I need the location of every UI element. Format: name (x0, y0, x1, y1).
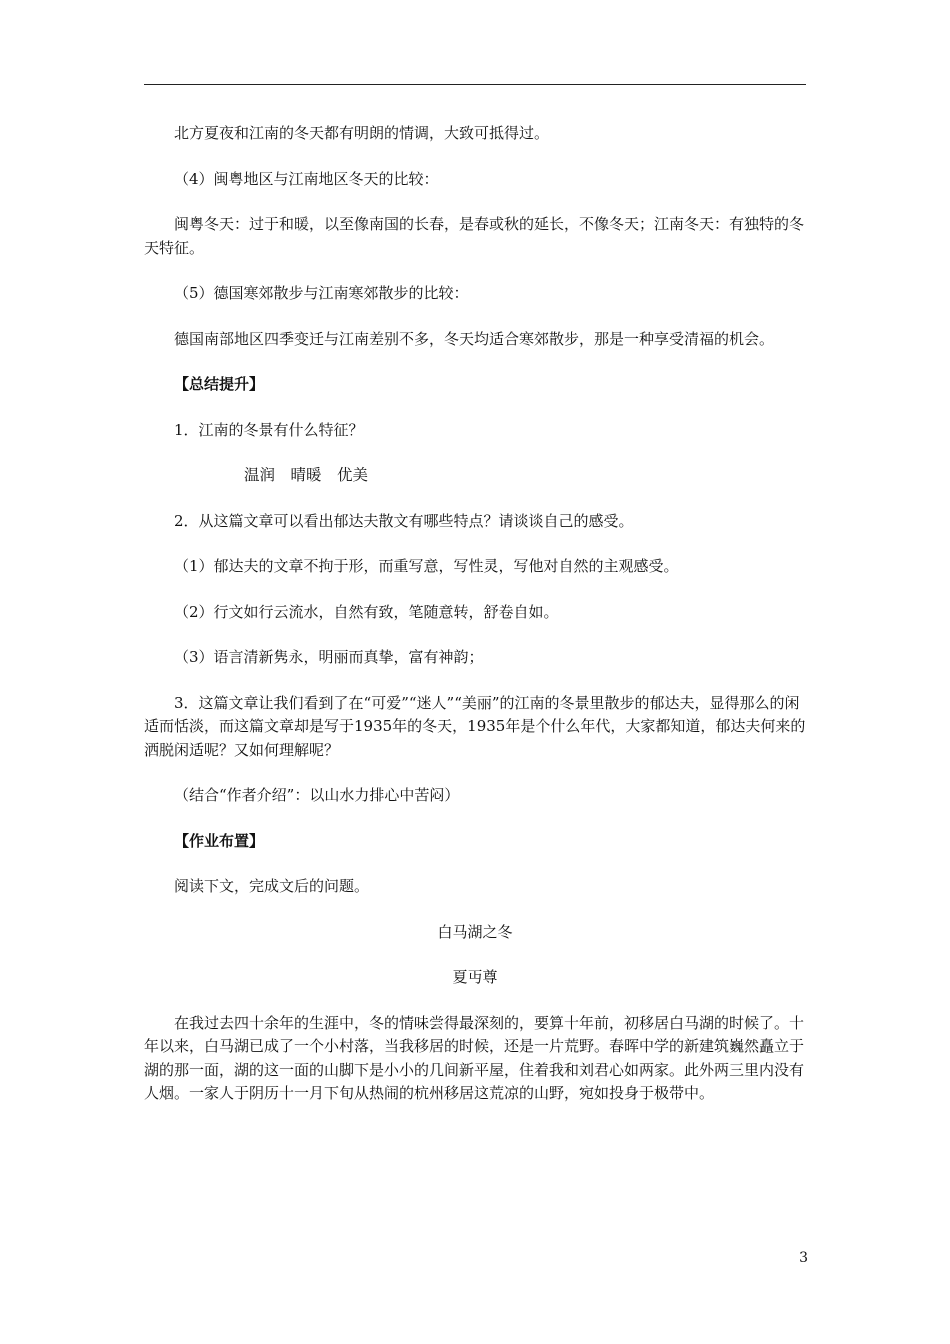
paragraph-minyue-winter: 闽粤冬天：过于和暖，以至像南国的长春，是春或秋的延长，不像冬天；江南冬天：有独特的冬天特征。 (144, 215, 805, 257)
header-rule (144, 84, 806, 85)
question-1: 1．江南的冬景有什么特征？ (174, 420, 364, 439)
reading-author: 夏丏尊 (452, 968, 498, 986)
answer-1-keywords: 温润 晴暖 优美 (244, 466, 369, 484)
paragraph-germany-walk: 德国南部地区四季变迁与江南差别不多，冬天均适合寒郊散步，那是一种享受清福的机会。 (174, 329, 775, 348)
answer-2-point-3: （3）语言清新隽永，明丽而真挚，富有神韵； (174, 648, 484, 666)
question-2: 2．从这篇文章可以看出郁达夫散文有哪些特点？请谈谈自己的感受。 (174, 511, 634, 530)
reading-paragraph-1: 在我过去四十余年的生涯中，冬的情味尝得最深刻的，要算十年前，初移居白马湖的时候了。十年以来，白马湖已成了一个小村落，当我移居的时候，还是一片荒野。春晖中学的新建筑巍然矗立于湖的那一面，湖的这一面的山脚下是小小的几间新平屋，住着我和刘君心如两家。此外两三里内没有人烟。一家人于阴历十一月下旬从热闹的杭州移居这荒凉的山野，宛如投身于极带中。 (144, 1013, 805, 1102)
answer-3-hint: （结合“作者介绍”：以山水力排心中苦闷） (174, 786, 460, 804)
answer-2-point-1: （1）郁达夫的文章不拘于形，而重写意，写性灵，写他对自然的主观感受。 (174, 557, 679, 575)
question-3: 3．这篇文章让我们看到了在“可爱”“迷人”“美丽”的江南的冬景里散步的郁达夫，显得那么的闲适而恬淡，而这篇文章却是写于1935年的冬天，1935年是个什么年代，大家都知道，郁达夫何来的洒脱闲适呢？又如何理解呢？ (144, 693, 806, 759)
document-body (144, 118, 806, 1106)
page-number: 3 (799, 1250, 808, 1266)
section-heading-summary: 【总结提升】 (174, 375, 265, 393)
homework-instruction: 阅读下文，完成文后的问题。 (174, 877, 370, 895)
reading-title: 白马湖之冬 (437, 922, 513, 941)
paragraph-north-summer-night: 北方夏夜和江南的冬天都有明朗的情调，大致可抵得过。 (174, 124, 550, 142)
section-heading-homework: 【作业布置】 (174, 831, 265, 850)
heading-germany-comparison: （5）德国寒郊散步与江南寒郊散步的比较： (174, 284, 469, 302)
heading-minyue-comparison: （4）闽粤地区与江南地区冬天的比较： (174, 169, 439, 188)
answer-2-point-2: （2）行文如行云流水，自然有致，笔随意转，舒卷自如。 (174, 602, 559, 621)
